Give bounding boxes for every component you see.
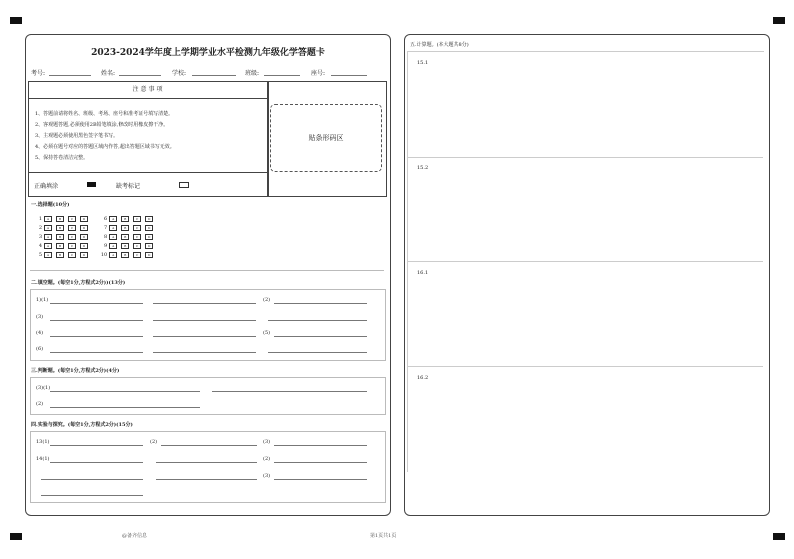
bubble-b[interactable]: B: [121, 216, 129, 222]
answer-label: (3): [263, 473, 271, 479]
correct-fill-label: 正确填涂: [34, 183, 59, 190]
answer-label: (3): [36, 314, 44, 320]
section-title-calc: 五.计算题。(本大题共8分): [410, 42, 469, 48]
answer-line[interactable]: [161, 445, 257, 446]
question-number: 16.2: [417, 375, 429, 381]
question-number: 16.1: [417, 270, 429, 276]
mc-row: [34, 224, 157, 232]
answer-line[interactable]: [274, 479, 367, 480]
answer-label: (2): [36, 401, 44, 407]
bubble-b[interactable]: B: [56, 252, 64, 258]
answer-line[interactable]: [268, 352, 367, 353]
bubble-c[interactable]: C: [133, 252, 141, 258]
bubble-b[interactable]: B: [56, 243, 64, 249]
bubble-b[interactable]: B: [121, 234, 129, 240]
bubble-a[interactable]: A: [109, 243, 117, 249]
bubble-c[interactable]: C: [68, 234, 76, 240]
seat-field[interactable]: [331, 75, 367, 76]
bubble-d[interactable]: D: [80, 216, 88, 222]
bubble-d[interactable]: D: [80, 225, 88, 231]
answer-label: (2): [263, 456, 271, 462]
bubble-c[interactable]: C: [68, 216, 76, 222]
answer-label: (3): [263, 439, 271, 445]
answer-line[interactable]: [41, 495, 143, 496]
section-title-choice: 一.选择题(10分): [31, 202, 70, 208]
school-field[interactable]: [192, 75, 236, 76]
question-number: 6: [104, 216, 108, 222]
bubble-d[interactable]: D: [145, 225, 153, 231]
answer-line[interactable]: [274, 336, 367, 337]
bubble-a[interactable]: A: [109, 225, 117, 231]
answer-line[interactable]: [50, 391, 200, 392]
right-panel: [404, 34, 770, 516]
footer-source: @备齐信息: [122, 533, 148, 539]
notice-item: 1、答题前请将姓名、班级、考场、座号和准考证号填写清楚。: [35, 111, 174, 117]
answer-line[interactable]: [50, 445, 143, 446]
bubble-c[interactable]: C: [68, 225, 76, 231]
corner-mark: [10, 17, 22, 24]
exam-number-field[interactable]: [49, 75, 91, 76]
bubble-d[interactable]: D: [80, 243, 88, 249]
bubble-d[interactable]: D: [80, 252, 88, 258]
mc-row: [34, 215, 157, 223]
answer-label: 1)(1): [36, 297, 49, 303]
section-title-judge: 三.判断题。(每空1分,方程式2分)(4分): [31, 368, 120, 374]
question-number: 2: [38, 225, 42, 231]
judge-answer-area: [30, 377, 386, 415]
name-label: 姓名:: [101, 70, 116, 77]
answer-line[interactable]: [153, 320, 256, 321]
answer-line[interactable]: [274, 445, 367, 446]
corner-mark: [773, 17, 785, 24]
barcode-frame: [267, 81, 387, 197]
bubble-b[interactable]: B: [56, 234, 64, 240]
notice-item: 5、保持答卷清洁完整。: [35, 155, 89, 161]
bubble-b[interactable]: B: [121, 243, 129, 249]
answer-label: (2): [263, 297, 271, 303]
divider: [29, 172, 268, 173]
answer-line[interactable]: [41, 479, 143, 480]
exam-number-label: 考号:: [31, 70, 46, 77]
class-field[interactable]: [264, 75, 300, 76]
answer-line[interactable]: [153, 352, 256, 353]
question-number: 5: [38, 252, 42, 258]
question-number: 8: [104, 234, 108, 240]
bubble-b[interactable]: B: [56, 225, 64, 231]
bubble-a[interactable]: A: [44, 225, 52, 231]
bubble-d[interactable]: D: [80, 234, 88, 240]
bubble-c[interactable]: C: [68, 252, 76, 258]
answer-line[interactable]: [156, 462, 257, 463]
divider: [407, 261, 763, 262]
bubble-a[interactable]: A: [109, 252, 117, 258]
mc-row: [34, 233, 157, 241]
correct-fill-sample: [87, 182, 96, 187]
absent-mark-checkbox[interactable]: [179, 182, 189, 188]
bubble-c[interactable]: C: [133, 225, 141, 231]
bubble-b[interactable]: B: [56, 216, 64, 222]
bubble-a[interactable]: A: [44, 252, 52, 258]
class-label: 班级:: [245, 70, 260, 77]
question-number: 7: [104, 225, 108, 231]
divider: [407, 157, 763, 158]
left-panel: [25, 34, 391, 516]
bubble-a[interactable]: A: [44, 216, 52, 222]
corner-mark: [773, 533, 785, 540]
answer-line[interactable]: [268, 320, 367, 321]
experiment-answer-area: [30, 431, 386, 503]
bubble-b[interactable]: B: [121, 252, 129, 258]
bubble-d[interactable]: D: [145, 252, 153, 258]
bubble-c[interactable]: C: [133, 234, 141, 240]
answer-line[interactable]: [156, 479, 257, 480]
answer-line[interactable]: [274, 303, 367, 304]
answer-line[interactable]: [50, 336, 143, 337]
section-title-experiment: 四.实验与探究。(每空1分,方程式2分)(15分): [31, 422, 133, 428]
bubble-a[interactable]: A: [44, 243, 52, 249]
notice-heading: 注意事项: [29, 82, 268, 99]
answer-line[interactable]: [274, 462, 367, 463]
question-number: 3: [38, 234, 42, 240]
answer-line[interactable]: [153, 336, 256, 337]
section-title-fill: 二.填空题。(每空1分,方程式2分))(13分): [31, 280, 126, 286]
answer-label: (2): [150, 439, 158, 445]
bubble-a[interactable]: A: [109, 216, 117, 222]
answer-line[interactable]: [153, 303, 256, 304]
answer-label: 13(1): [36, 439, 50, 445]
question-number: 4: [38, 243, 42, 249]
mc-row: [34, 251, 157, 259]
question-number: 10: [100, 252, 108, 258]
answer-line[interactable]: [50, 320, 143, 321]
notice-item: 4、必须在题号对应的答题区域内作答,超出答题区域书写无效。: [35, 144, 175, 150]
question-number: 15.2: [417, 165, 429, 171]
answer-label: (6): [36, 346, 44, 352]
bubble-c[interactable]: C: [68, 243, 76, 249]
fill-answer-area: [30, 289, 386, 361]
seat-label: 座号:: [311, 70, 326, 77]
answer-label: (3)(1): [36, 385, 51, 391]
divider: [30, 270, 384, 271]
mc-row: [34, 242, 157, 250]
answer-line[interactable]: [50, 407, 200, 408]
answer-line[interactable]: [50, 352, 143, 353]
answer-label: (4): [36, 330, 44, 336]
corner-mark: [10, 533, 22, 540]
answer-label: 14(1): [36, 456, 50, 462]
question-number: 1: [38, 216, 42, 222]
sheet-title: 2023-2024学年度上学期学业水平检测九年级化学答题卡: [91, 48, 325, 58]
question-number: 15.1: [417, 60, 429, 66]
question-number: 9: [104, 243, 108, 249]
notice-item: 3、主观题必须使用黑色签字笔书写。: [35, 133, 119, 139]
divider: [407, 366, 763, 367]
answer-line[interactable]: [212, 391, 367, 392]
name-field[interactable]: [119, 75, 161, 76]
answer-label: (5): [263, 330, 271, 336]
page-number: 第1页共1页: [370, 533, 397, 539]
notice-box: [28, 81, 269, 197]
school-label: 学校:: [172, 70, 187, 77]
answer-line[interactable]: [50, 462, 143, 463]
bubble-c[interactable]: C: [133, 216, 141, 222]
bubble-c[interactable]: C: [133, 243, 141, 249]
barcode-area: 贴条形码区: [270, 104, 382, 172]
answer-line[interactable]: [50, 303, 143, 304]
absent-mark-label: 缺考标记: [116, 183, 141, 190]
notice-item: 2、客观题答题,必须使用2B铅笔填涂,修改时用橡皮擦干净。: [35, 122, 169, 128]
bubble-b[interactable]: B: [121, 225, 129, 231]
bubble-d[interactable]: D: [145, 234, 153, 240]
bubble-a[interactable]: A: [44, 234, 52, 240]
bubble-d[interactable]: D: [145, 216, 153, 222]
bubble-a[interactable]: A: [109, 234, 117, 240]
bubble-d[interactable]: D: [145, 243, 153, 249]
